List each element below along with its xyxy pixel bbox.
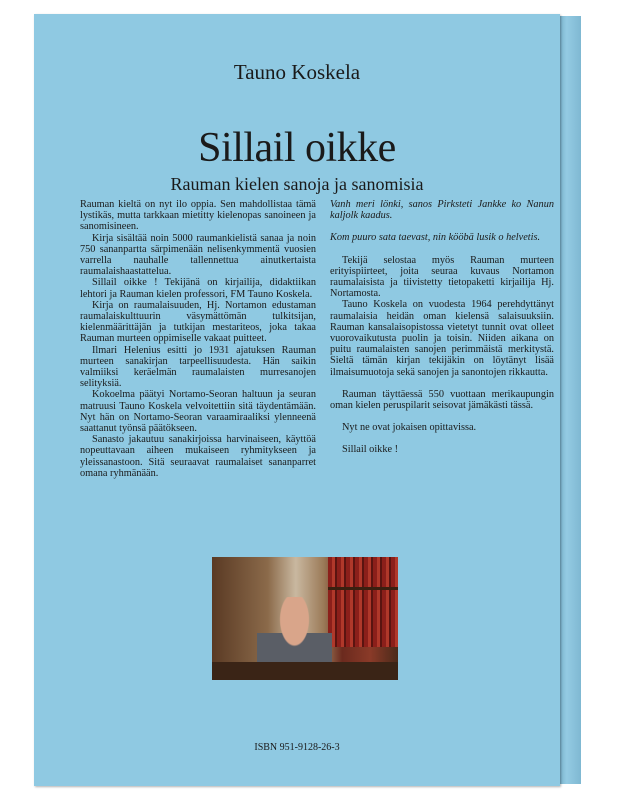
book-subtitle: Rauman kielen sanoja ja sanomisia	[170, 174, 424, 194]
bookshelf	[328, 557, 398, 647]
paragraph: Kokoelma päätyi Nortamo-Seoran haltuun ja seuran matruusi Tauno Koskela velvoitettiin sitä täydentämään. Nyt hän on Nortamo-Seoran varaamiraaliksi ylenneenä saattanut työnsä päätökseen.	[80, 389, 316, 435]
paragraph: Rauman täyttäessä 550 vuottaan merikaupungin oman kielen peruspilarit seisovat jämäkästi tässä.	[330, 388, 554, 412]
author-name: Tauno Koskela	[233, 60, 361, 84]
quote: Vanh meri lönki, sanos Pirksteti Jankke ko Nanun kaljolk kaadus.	[330, 199, 554, 222]
book-back-cover	[34, 14, 560, 786]
paragraph: Tekijä selostaa myös Rauman murteen erityispiirteet, joita seuraa kuvaus Nortamon raumalaisista ja tiivistetty tietopaketti kirjailija Hj. Nortamosta.	[330, 254, 554, 300]
paragraph: Nyt ne ovat jokaisen opittavissa.	[342, 422, 477, 434]
author-photo	[212, 557, 398, 680]
paragraph: Sillail oikke ! Tekijänä on kirjailija, didaktiikan lehtori ja Rauman kielen professori, FM Tauno Koskela.	[80, 277, 316, 300]
paragraph: Sanasto jakautuu sanakirjoissa harvinaiseen, käyttöä nopeuttavaan aiheen mukaiseen ryhmitykseen ja yleissanastoon. Sitä seuraavat raumalaiset sananparret omana ryhmänään.	[80, 434, 316, 479]
paragraph: Kirja sisältää noin 5000 raumankielistä sanaa ja noin 750 sananpartta särpimenään nelisenkymmentä vuosien varrella nauhalle tallennettua ainutkertaista raumalaishaastattelua.	[80, 232, 316, 278]
left-text-column	[80, 199, 316, 479]
quote: Kom puuro sata taevast, nin kööbä lusik o helvetis.	[330, 232, 541, 244]
paragraph: Rauman kieltä on nyt ilo oppia. Sen mahdollistaa tämä lystikäs, mutta tarkkaan mietitty kielenopas sanoineen ja sanomisineen.	[80, 199, 316, 233]
paragraph: Tauno Koskela on vuodesta 1964 perehdyttänyt raumalaisia heidän oman kielensä salaisuuksiin. Rauman kansalaisopistossa vietetyt tunnit ovat olleet vuorovaikutusta puolin ja toisin. Niiden aikana on puitu raumalaisten sanojen perimmäistä merkitystä. Sieltä tämän kirjan tekijäkin on löytänyt lisää ilmaisumuotoja sekä sanojen ja sanontojen rikkautta.	[330, 299, 554, 378]
paragraph: Sillail oikke !	[342, 444, 399, 456]
isbn: ISBN 951-9128-26-3	[254, 742, 340, 753]
desk	[212, 662, 398, 680]
shelf-board	[328, 587, 398, 590]
paragraph: Kirja on raumalaisuuden, Hj. Nortamon edustaman raumalaiskulttuurin väsymättömän tulkitsijan, kielenmäärittäjän ja tutkijan mestariteos, joka takaa Rauman murteen oppimiselle vakaat puitteet.	[80, 299, 316, 345]
paragraph: Ilmari Helenius esitti jo 1931 ajatuksen Rauman murteen sanakirjan tarpeellisuudesta. Hän saikin valmiiksi keräelmän raumalaisten murresanojen selityksiä.	[80, 344, 316, 390]
right-text-column	[330, 199, 554, 456]
book-title: Sillail oikke	[198, 125, 396, 171]
